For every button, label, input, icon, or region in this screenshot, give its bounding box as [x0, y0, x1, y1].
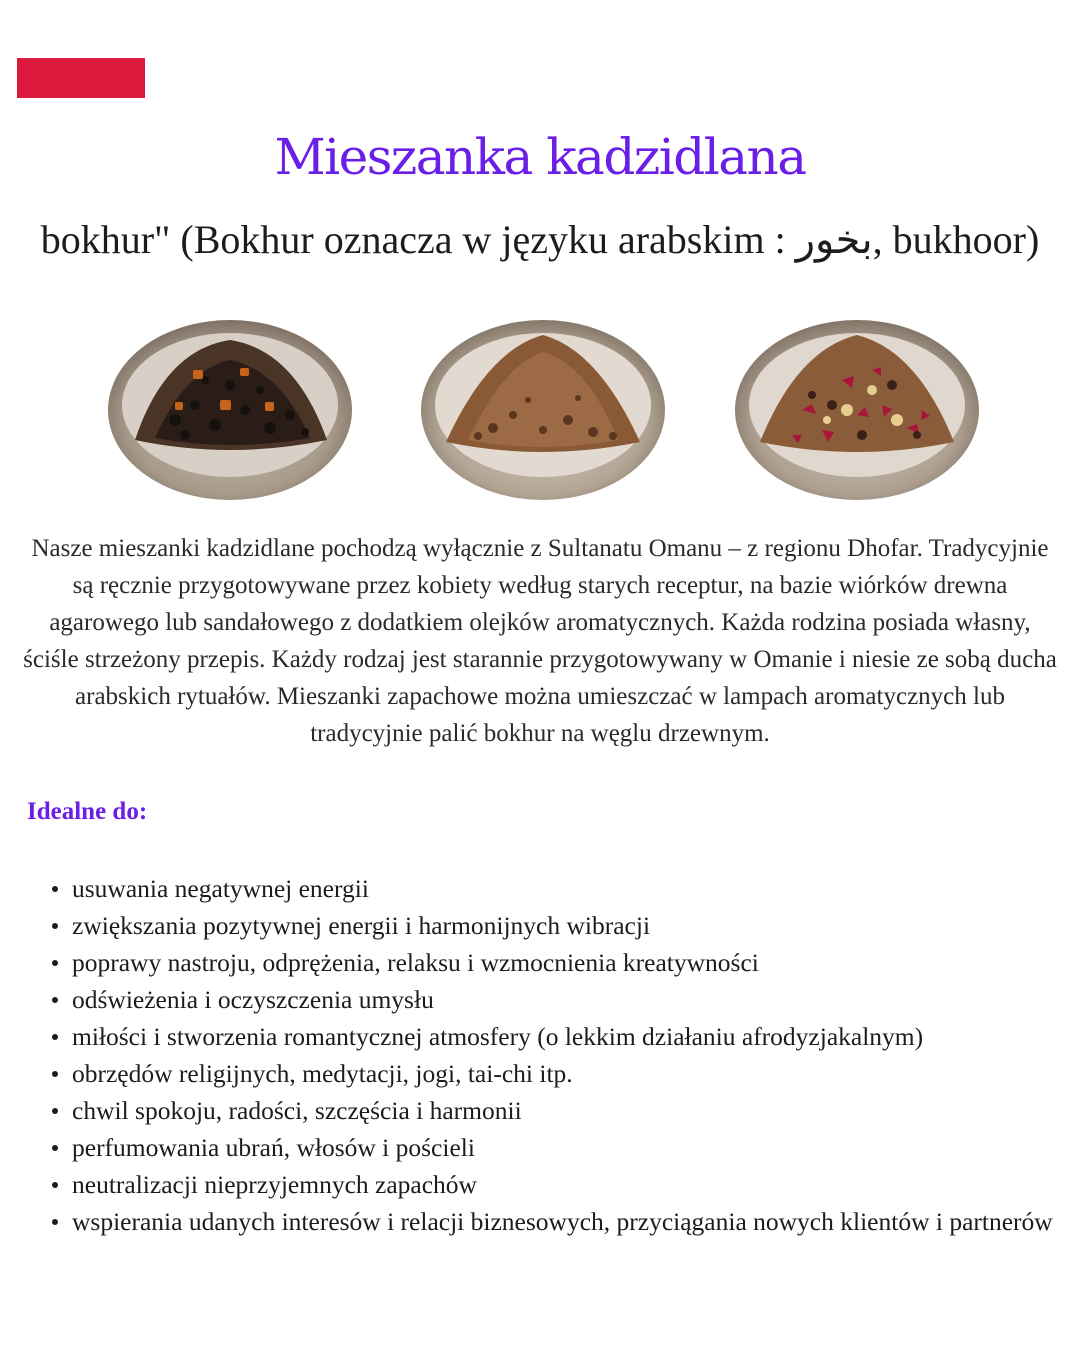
list-item: miłości i stworzenia romantycznej atmosfery (o lekkim działaniu afrodyzjakalnym) — [72, 1018, 1062, 1055]
incense-bowl-rose-petals-icon — [732, 310, 982, 505]
page-subtitle: bokhur" (Bokhur oznacza w języku arabskim : بخور, bukhoor) — [40, 217, 1040, 262]
ideal-for-heading: Idealne do: — [27, 798, 148, 825]
page-title: Mieszanka kadzidlana — [274, 128, 806, 186]
list-item: perfumowania ubrań, włosów i pościeli — [72, 1129, 1062, 1166]
red-banner-block — [17, 58, 145, 98]
incense-bowl-dark-resin-icon — [105, 310, 355, 505]
incense-bowl-brown-powder-icon — [418, 310, 668, 505]
list-item: wspierania udanych interesów i relacji biznesowych, przyciągania nowych klientów i partnerów — [72, 1203, 1062, 1240]
list-item: odświeżenia i oczyszczenia umysłu — [72, 981, 1062, 1018]
list-item: poprawy nastroju, odprężenia, relaksu i wzmocnienia kreatywności — [72, 944, 1062, 981]
incense-images-row — [0, 310, 1080, 510]
description-paragraph: Nasze mieszanki kadzidlane pochodzą wyłącznie z Sultanatu Omanu – z regionu Dhofar. Tradycyjnie są ręcznie przygotowywane przez kobiety według starych receptur, na bazie wiórków drewna agarowego lub sandałowego z dodatkiem olejków aromatycznych. Każda rodzina posiada własny, ściśle strzeżony przepis. Każdy rodzaj jest starannie przygotowywany w Omanie i niesie ze sobą ducha arabskich rytuałów. Mieszanki zapachowe można umieszczać w lampach aromatycznych lub tradycyjnie palić bokhur na węglu drzewnym. — [23, 535, 1057, 747]
list-item: usuwania negatywnej energii — [72, 870, 1062, 907]
list-item: zwiększania pozytywnej energii i harmonijnych wibracji — [72, 907, 1062, 944]
ideal-for-list — [72, 870, 1062, 1240]
list-item: obrzędów religijnych, medytacji, jogi, tai-chi itp. — [72, 1055, 1062, 1092]
list-item: neutralizacji nieprzyjemnych zapachów — [72, 1166, 1062, 1203]
list-item: chwil spokoju, radości, szczęścia i harmonii — [72, 1092, 1062, 1129]
